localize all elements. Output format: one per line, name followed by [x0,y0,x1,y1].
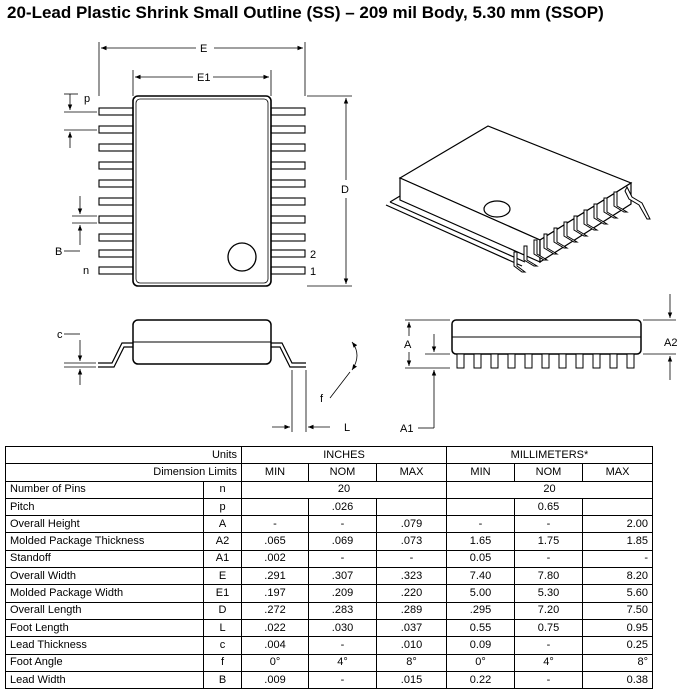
in-min: .272 [242,602,309,619]
table-row [6,568,653,585]
table-header-units [6,447,653,464]
mm-nom: 4° [515,654,583,671]
in-min [242,498,309,515]
mm-nom: 1.75 [515,533,583,550]
label-E: E [200,43,208,55]
in-max: .073 [377,533,447,550]
dimension-table [5,446,653,689]
table-row [6,481,653,498]
row-symbol: f [204,654,242,671]
mm-max: 7.50 [583,602,653,619]
in-max: .079 [377,516,447,533]
dim-limits-label: Dimension Limits [6,464,242,481]
row-name: Number of Pins [6,481,204,498]
mm-nom: 0.65 [515,498,583,515]
label-D: D [341,184,349,196]
in-min: .022 [242,619,309,636]
row-symbol: B [204,671,242,688]
row-name: Overall Height [6,516,204,533]
row-symbol: A2 [204,533,242,550]
in-nom: .026 [309,498,377,515]
mm-nom: - [515,637,583,654]
mm-nom: 7.80 [515,568,583,585]
row-name: Overall Width [6,568,204,585]
in-max: - [377,550,447,567]
mm-max: 1.85 [583,533,653,550]
in-min: .197 [242,585,309,602]
in-nom: - [309,637,377,654]
row-name: Pitch [6,498,204,515]
mm-max: 0.25 [583,637,653,654]
in-nom: 4° [309,654,377,671]
label-E1: E1 [197,72,211,84]
table-row [6,533,653,550]
table-row [6,602,653,619]
row-symbol: D [204,602,242,619]
mm-max: 0.38 [583,671,653,688]
label-c: c [57,329,63,341]
in-min: .291 [242,568,309,585]
table-row [6,671,653,688]
row-symbol: c [204,637,242,654]
row-name: Molded Package Width [6,585,204,602]
row-name: Foot Angle [6,654,204,671]
in-min: .002 [242,550,309,567]
label-n: n [83,265,90,277]
page-title: 20-Lead Plastic Shrink Small Outline (SS) – 209 mil Body, 5.30 mm (SSOP) [7,3,604,22]
mm-max: 5.60 [583,585,653,602]
row-symbol: n [204,481,242,498]
table-row [6,654,653,671]
row-name: Lead Thickness [6,637,204,654]
mm-min: 1.65 [447,533,515,550]
mm-nom-header: NOM [515,464,583,481]
table-row [6,619,653,636]
label-f: f [320,393,324,405]
isometric-view [386,126,650,272]
in-nom-header: NOM [309,464,377,481]
label-pin1: 1 [310,266,317,278]
in-nom: .030 [309,619,377,636]
table-row [6,637,653,654]
mm-nom: - [515,671,583,688]
in-max: .289 [377,602,447,619]
mm-nom: - [515,550,583,567]
mm-max-header: MAX [583,464,653,481]
mm-min: 0.55 [447,619,515,636]
mm-min: 0.05 [447,550,515,567]
in-nom: .307 [309,568,377,585]
mm-min-header: MIN [447,464,515,481]
row-symbol: p [204,498,242,515]
in-nom: - [309,516,377,533]
mm-max: 8° [583,654,653,671]
row-name: Lead Width [6,671,204,688]
mm-min: 0° [447,654,515,671]
mm-max: 2.00 [583,516,653,533]
mm-min: 7.40 [447,568,515,585]
in-max: .015 [377,671,447,688]
table-row [6,498,653,515]
table-header-limits [6,464,653,481]
in-nom: .283 [309,602,377,619]
mm-min: 0.22 [447,671,515,688]
in-max: .220 [377,585,447,602]
table-row [6,550,653,567]
row-symbol: E [204,568,242,585]
in-nom: .209 [309,585,377,602]
row-name: Foot Length [6,619,204,636]
mm-nom: 5.30 [515,585,583,602]
row-name: Overall Length [6,602,204,619]
row-symbol: E1 [204,585,242,602]
in-max: .010 [377,637,447,654]
inches-label: INCHES [242,447,447,464]
label-pin2: 2 [310,249,317,261]
in-nom: 20 [242,481,447,498]
in-min-header: MIN [242,464,309,481]
side-view [64,320,357,432]
mm-max: 8.20 [583,568,653,585]
end-view [405,294,676,428]
row-symbol: L [204,619,242,636]
label-L: L [344,422,351,434]
row-name: Standoff [6,550,204,567]
mm-nom: 0.75 [515,619,583,636]
mm-nom: 20 [447,481,653,498]
in-nom: .069 [309,533,377,550]
mm-min: 5.00 [447,585,515,602]
table-row [6,516,653,533]
in-nom: - [309,671,377,688]
in-max: .037 [377,619,447,636]
row-name: Molded Package Thickness [6,533,204,550]
in-max: 8° [377,654,447,671]
in-nom: - [309,550,377,567]
label-B: B [55,246,63,258]
mm-max [583,498,653,515]
row-symbol: A1 [204,550,242,567]
mm-label: MILLIMETERS* [447,447,653,464]
mm-nom: - [515,516,583,533]
mm-nom: 7.20 [515,602,583,619]
label-A2: A2 [664,337,678,349]
in-min: .004 [242,637,309,654]
mm-min: 0.09 [447,637,515,654]
label-A: A [404,339,412,351]
mm-min: - [447,516,515,533]
units-label: Units [6,447,242,464]
in-min: .065 [242,533,309,550]
label-A1: A1 [400,423,414,435]
table-row [6,585,653,602]
in-max: .323 [377,568,447,585]
mm-min: .295 [447,602,515,619]
in-max [377,498,447,515]
label-p: p [84,93,91,105]
in-min: .009 [242,671,309,688]
in-min: 0° [242,654,309,671]
in-max-header: MAX [377,464,447,481]
mm-max: - [583,550,653,567]
row-symbol: A [204,516,242,533]
in-min: - [242,516,309,533]
mm-min [447,498,515,515]
mm-max: 0.95 [583,619,653,636]
